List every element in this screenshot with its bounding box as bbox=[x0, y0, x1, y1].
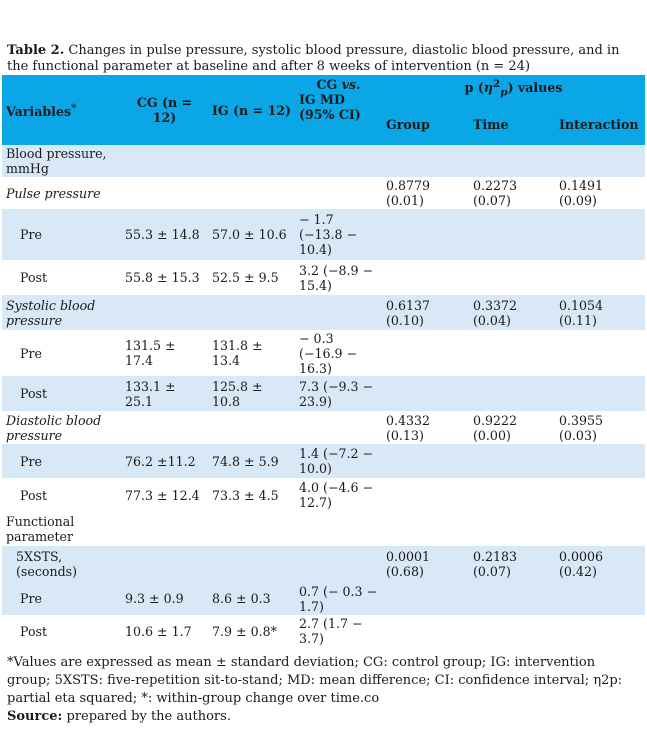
table-row: Functional parameter bbox=[2, 512, 645, 546]
table-caption bbox=[7, 43, 641, 75]
header-md: CG vs. IG MD (95% CI) bbox=[295, 75, 382, 145]
table-row: Pre 9.3 ± 0.9 8.6 ± 0.3 0.7 (− 0.3 − 1.7) bbox=[2, 582, 645, 615]
table-row: Systolic blood pressure 0.6137 (0.10) 0.3372 (0.04) 0.1054 (0.11) bbox=[2, 295, 645, 330]
header-interaction: Interaction bbox=[555, 103, 645, 145]
caption-text: Changes in pulse pressure, systolic blood pressure, diastolic blood pressure, and in the functional parameter at baseline and after 8 weeks of intervention (n = 24) bbox=[7, 43, 620, 74]
results-table bbox=[2, 75, 645, 647]
header-group: Group bbox=[382, 103, 469, 145]
header-time: Time bbox=[469, 103, 555, 145]
source-line: Source: prepared by the authors. bbox=[7, 709, 231, 724]
header-cg: CG (n = 12) bbox=[121, 75, 208, 145]
table-row: Post 55.8 ± 15.3 52.5 ± 9.5 3.2 (−8.9 − 15.4) bbox=[2, 260, 645, 295]
caption-label: Table 2. bbox=[7, 43, 65, 58]
table-footnote bbox=[7, 654, 641, 726]
table-row: Post 77.3 ± 12.4 73.3 ± 4.5 4.0 (−4.6 − 12.7) bbox=[2, 478, 645, 512]
table-row: Pre 55.3 ± 14.8 57.0 ± 10.6 − 1.7 (−13.8 − 10.4) bbox=[2, 209, 645, 260]
header-ig: IG (n = 12) bbox=[208, 75, 295, 145]
footnote-text: *Values are expressed as mean ± standard deviation; CG: control group; IG: intervention group; 5XSTS: five-repetition sit-to-stand; MD: mean difference; CI: confidence interval; η2p: partial eta squared; *: within-group change over time.co bbox=[7, 655, 623, 706]
table-row: 5XSTS, (seconds) 0.0001 (0.68) 0.2183 (0.07) 0.0006 (0.42) bbox=[2, 546, 645, 582]
table-row: Post 10.6 ± 1.7 7.9 ± 0.8* 2.7 (1.7 − 3.7) bbox=[2, 615, 645, 647]
table-row: Pulse pressure 0.8779 (0.01) 0.2273 (0.07) 0.1491 (0.09) bbox=[2, 177, 645, 209]
table-row: Blood pressure, mmHg bbox=[2, 145, 645, 177]
table-row: Diastolic blood pressure 0.4332 (0.13) 0.9222 (0.00) 0.3955 (0.03) bbox=[2, 411, 645, 444]
table-row: Post 133.1 ± 25.1 125.8 ± 10.8 7.3 (−9.3 − 23.9) bbox=[2, 376, 645, 411]
header-p-values: p $(\eta^2_p)$ values bbox=[382, 75, 645, 103]
header-variables: Variables* bbox=[2, 75, 121, 145]
table-row: Pre 76.2 ±11.2 74.8 ± 5.9 1.4 (−7.2 − 10.0) bbox=[2, 444, 645, 478]
table-row: Pre 131.5 ± 17.4 131.8 ± 13.4 − 0.3 (−16.9 − 16.3) bbox=[2, 330, 645, 376]
